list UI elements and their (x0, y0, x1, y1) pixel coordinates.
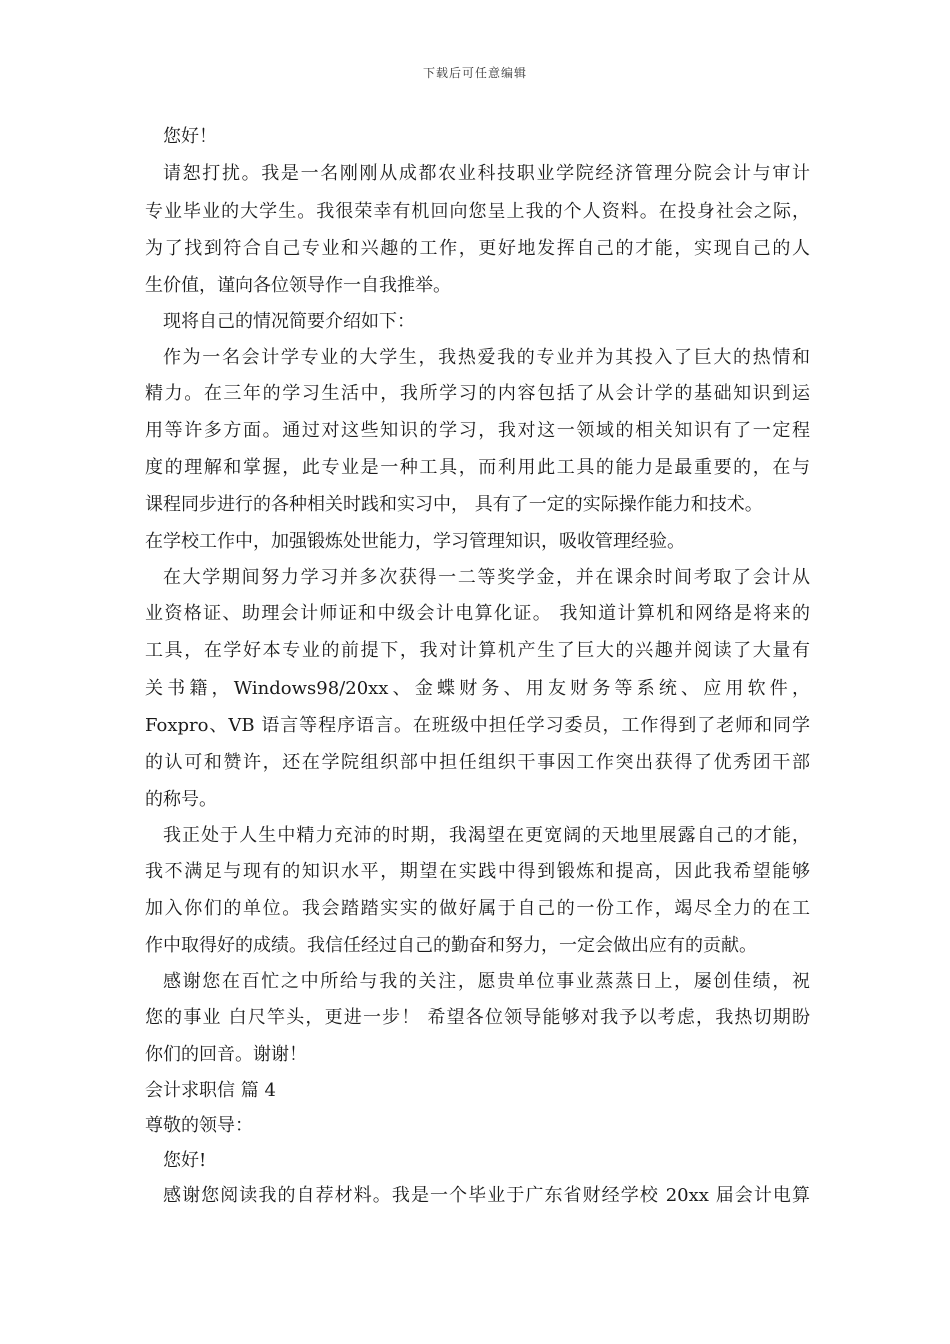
text-line: 请恕打扰。我是一名刚刚从成都农业科技职业学院经济管理分院会计与审计 (163, 163, 810, 184)
text-line: 现将自己的情况简要介绍如下： (163, 311, 415, 332)
text-line: 关书籍，Windows98/20xx、金蝶财务、用友财务等系统、应用软件， (145, 678, 810, 699)
text-line: 我不满足与现有的知识水平，期望在实践中得到锻炼和提高，因此我希望能够 (145, 861, 810, 882)
text-line: 您的事业 白尺竿头，更进一步！ 希望各位领导能够对我予以考虑，我热切期盼 (145, 1007, 810, 1028)
text-line: 感谢您在百忙之中所给与我的关注，愿贵单位事业蒸蒸日上，屡创佳绩，祝 (163, 971, 810, 992)
text-line: 你们的回音。谢谢！ (145, 1044, 307, 1065)
text-line: 作为一名会计学专业的大学生，我热爱我的专业并为其投入了巨大的热情和 (163, 347, 810, 368)
text-line: 您好！ (163, 126, 217, 147)
salutation: 尊敬的领导： (145, 1115, 253, 1136)
text-line: 的认可和赞许，还在学院组织部中担任组织干事因工作突出获得了优秀团干部 (145, 752, 810, 773)
text-line: 业资格证、助理会计师证和中级会计电算化证。 我知道计算机和网络是将来的 (145, 603, 810, 624)
page-header: 下载后可任意编辑 (422, 66, 527, 80)
text-line: 为了找到符合自己专业和兴趣的工作，更好地发挥自己的才能，实现自己的人 (145, 238, 810, 259)
text-line: 的称号。 (145, 789, 217, 810)
text-line: 感谢您阅读我的自荐材料。我是一个毕业于广东省财经学校 20xx 届会计电算 (163, 1185, 810, 1206)
text-line: 我正处于人生中精力充沛的时期，我渴望在更宽阔的天地里展露自己的才能， (163, 825, 810, 846)
text-line: 用等许多方面。通过对这些知识的学习，我对这一领域的相关知识有了一定程 (145, 420, 810, 441)
text-line: 在学校工作中，加强锻炼处世能力，学习管理知识，吸收管理经验。 (145, 531, 685, 552)
text-line: 工具，在学好本专业的前提下，我对计算机产生了巨大的兴趣并阅读了大量有 (145, 640, 810, 661)
text-line: 精力。在三年的学习生活中，我所学习的内容包括了从会计学的基础知识到运 (145, 383, 810, 404)
text-line: 课程同步进行的各种相关时践和实习中， 具有了一定的实际操作能力和技术。 (145, 494, 763, 515)
text-line: 加入你们的单位。我会踏踏实实的做好属于自己的一份工作，竭尽全力的在工 (145, 898, 810, 919)
section-title: 会计求职信 篇 4 (145, 1080, 276, 1101)
text-line: 在大学期间努力学习并多次获得一二等奖学金，并在课余时间考取了会计从 (163, 567, 810, 588)
text-line: 作中取得好的成绩。我信任经过自己的勤奋和努力，一定会做出应有的贡献。 (145, 935, 757, 956)
text-line: 度的理解和掌握，此专业是一种工具，而利用此工具的能力是最重要的，在与 (145, 457, 810, 478)
greeting: 您好! (163, 1150, 207, 1171)
text-line: 生价值，谨向各位领导作一自我推举。 (145, 275, 451, 296)
text-line: Foxpro、VB 语言等程序语言。在班级中担任学习委员，工作得到了老师和同学 (145, 715, 810, 736)
text-line: 专业毕业的大学生。我很荣幸有机回向您呈上我的个人资料。在投身社会之际， (145, 201, 810, 222)
